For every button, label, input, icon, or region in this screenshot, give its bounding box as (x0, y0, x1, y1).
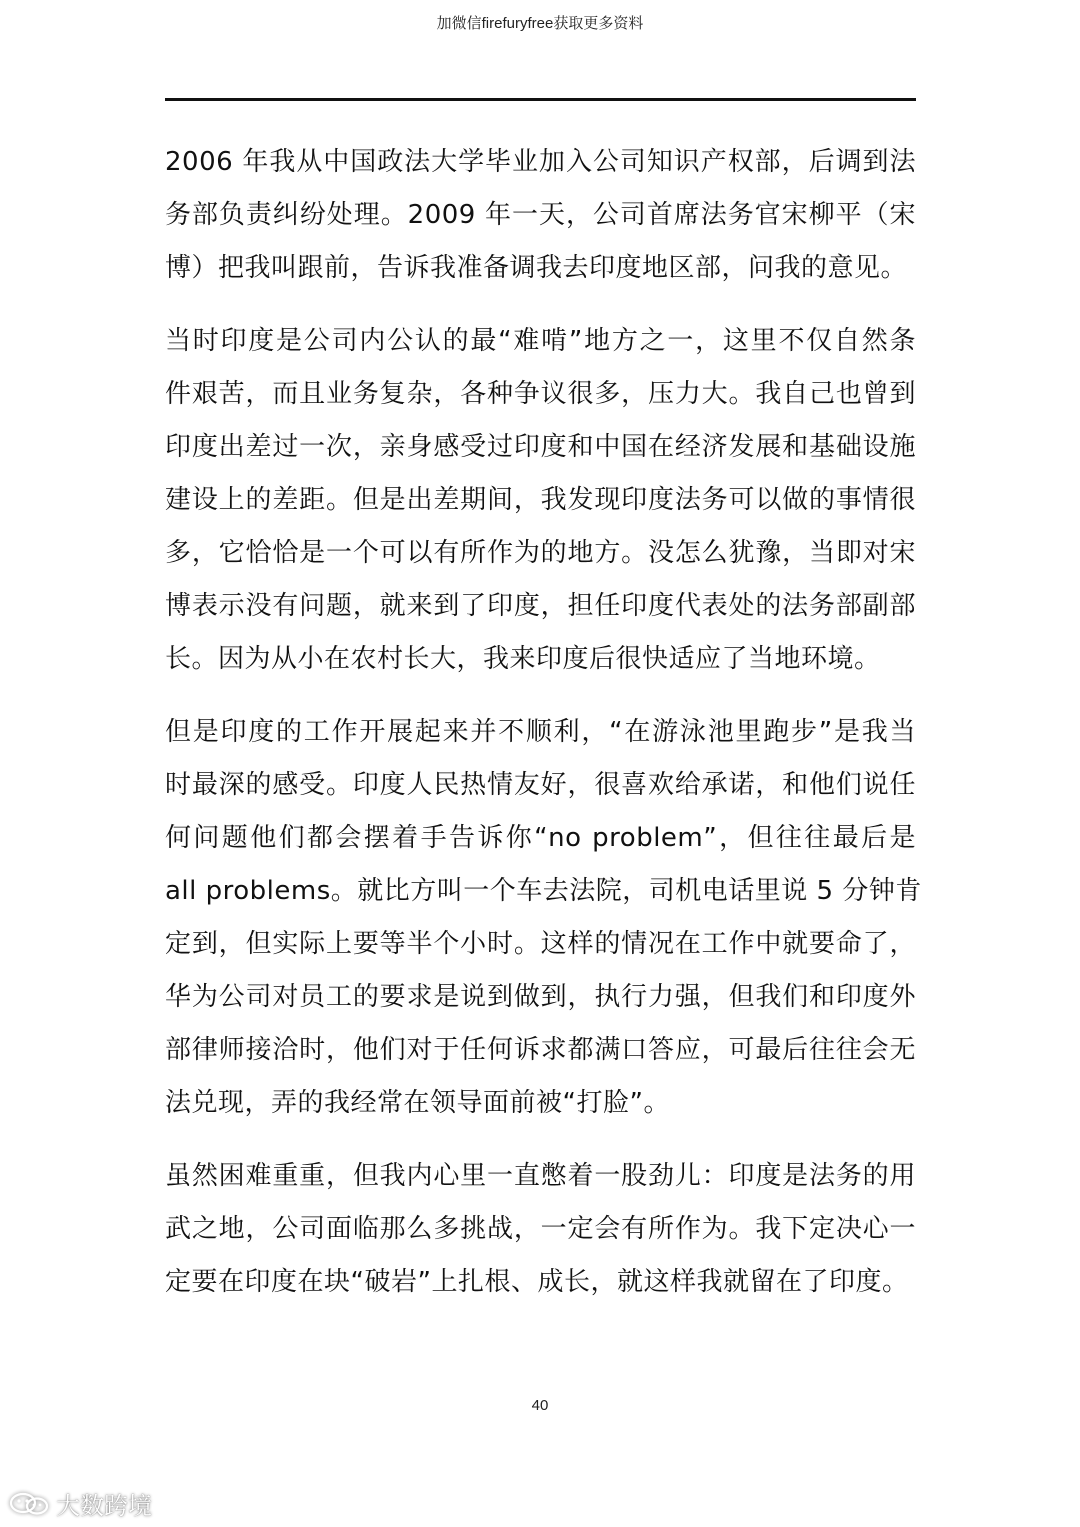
paragraph-line: 博表示没有问题，就来到了印度，担任印度代表处的法务部副部 (165, 591, 916, 621)
paragraph-line: 博）把我叫跟前，告诉我准备调我去印度地区部，问我的意见。 (165, 253, 908, 283)
paragraph-1 (165, 136, 916, 295)
paragraph-line: 时最深的感受。印度人民热情友好，很喜欢给承诺，和他们说任 (165, 770, 916, 800)
paragraph-line: 何问题他们都会摆着手告诉你“no problem”，但往往最后是 (165, 823, 916, 853)
paragraph-line: 定要在印度在块“破岩”上扎根、成长，就这样我就留在了印度。 (165, 1267, 909, 1297)
paragraph-4 (165, 1150, 916, 1309)
paragraph-line: 华为公司对员工的要求是说到做到，执行力强，但我们和印度外 (165, 982, 916, 1012)
watermark-text: 大数跨境 (56, 1492, 152, 1520)
paragraph-line: 件艰苦，而且业务复杂，各种争议很多，压力大。我自己也曾到 (165, 379, 916, 409)
watermark (8, 1486, 152, 1521)
paragraph-line: 长。因为从小在农村长大，我来印度后很快适应了当地环境。 (165, 644, 881, 674)
paragraph-line: 建设上的差距。但是出差期间，我发现印度法务可以做的事情很 (165, 485, 916, 515)
page-header-text: 加微信firefuryfree获取更多资料 (436, 15, 644, 32)
paragraph-line: 当时印度是公司内公认的最“难啃”地方之一，这里不仅自然条 (165, 326, 916, 356)
paragraph-3 (165, 706, 922, 1130)
header-divider (165, 98, 916, 101)
paragraph-line: 2006 年我从中国政法大学毕业加入公司知识产权部，后调到法 (165, 147, 916, 177)
paragraph-line: 多，它恰恰是一个可以有所作为的地方。没怎么犹豫，当即对宋 (165, 538, 916, 568)
paragraph-line: 法兑现，弄的我经常在领导面前被“打脸”。 (165, 1088, 670, 1118)
paragraph-line: 但是印度的工作开展起来并不顺利，“在游泳池里跑步”是我当 (165, 717, 916, 747)
paragraph-line: 印度出差过一次，亲身感受过印度和中国在经济发展和基础设施 (165, 432, 916, 462)
paragraph-line: 务部负责纠纷处理。2009 年一天，公司首席法务官宋柳平（宋 (165, 200, 916, 230)
paragraph-line: 武之地，公司面临那么多挑战，一定会有所作为。我下定决心一 (165, 1214, 916, 1244)
wechat-logo-icon (8, 1491, 52, 1517)
page-number: 40 (531, 1397, 549, 1414)
paragraph-line: all problems。就比方叫一个车去法院，司机电话里说 5 分钟肯 (165, 876, 922, 906)
paragraph-2 (165, 315, 916, 686)
paragraph-line: 部律师接洽时，他们对于任何诉求都满口答应，可最后往往会无 (165, 1035, 916, 1065)
paragraph-line: 虽然困难重重，但我内心里一直憋着一股劲儿：印度是法务的用 (165, 1161, 916, 1191)
document-body (165, 136, 922, 1329)
paragraph-line: 定到，但实际上要等半个小时。这样的情况在工作中就要命了， (165, 929, 916, 959)
